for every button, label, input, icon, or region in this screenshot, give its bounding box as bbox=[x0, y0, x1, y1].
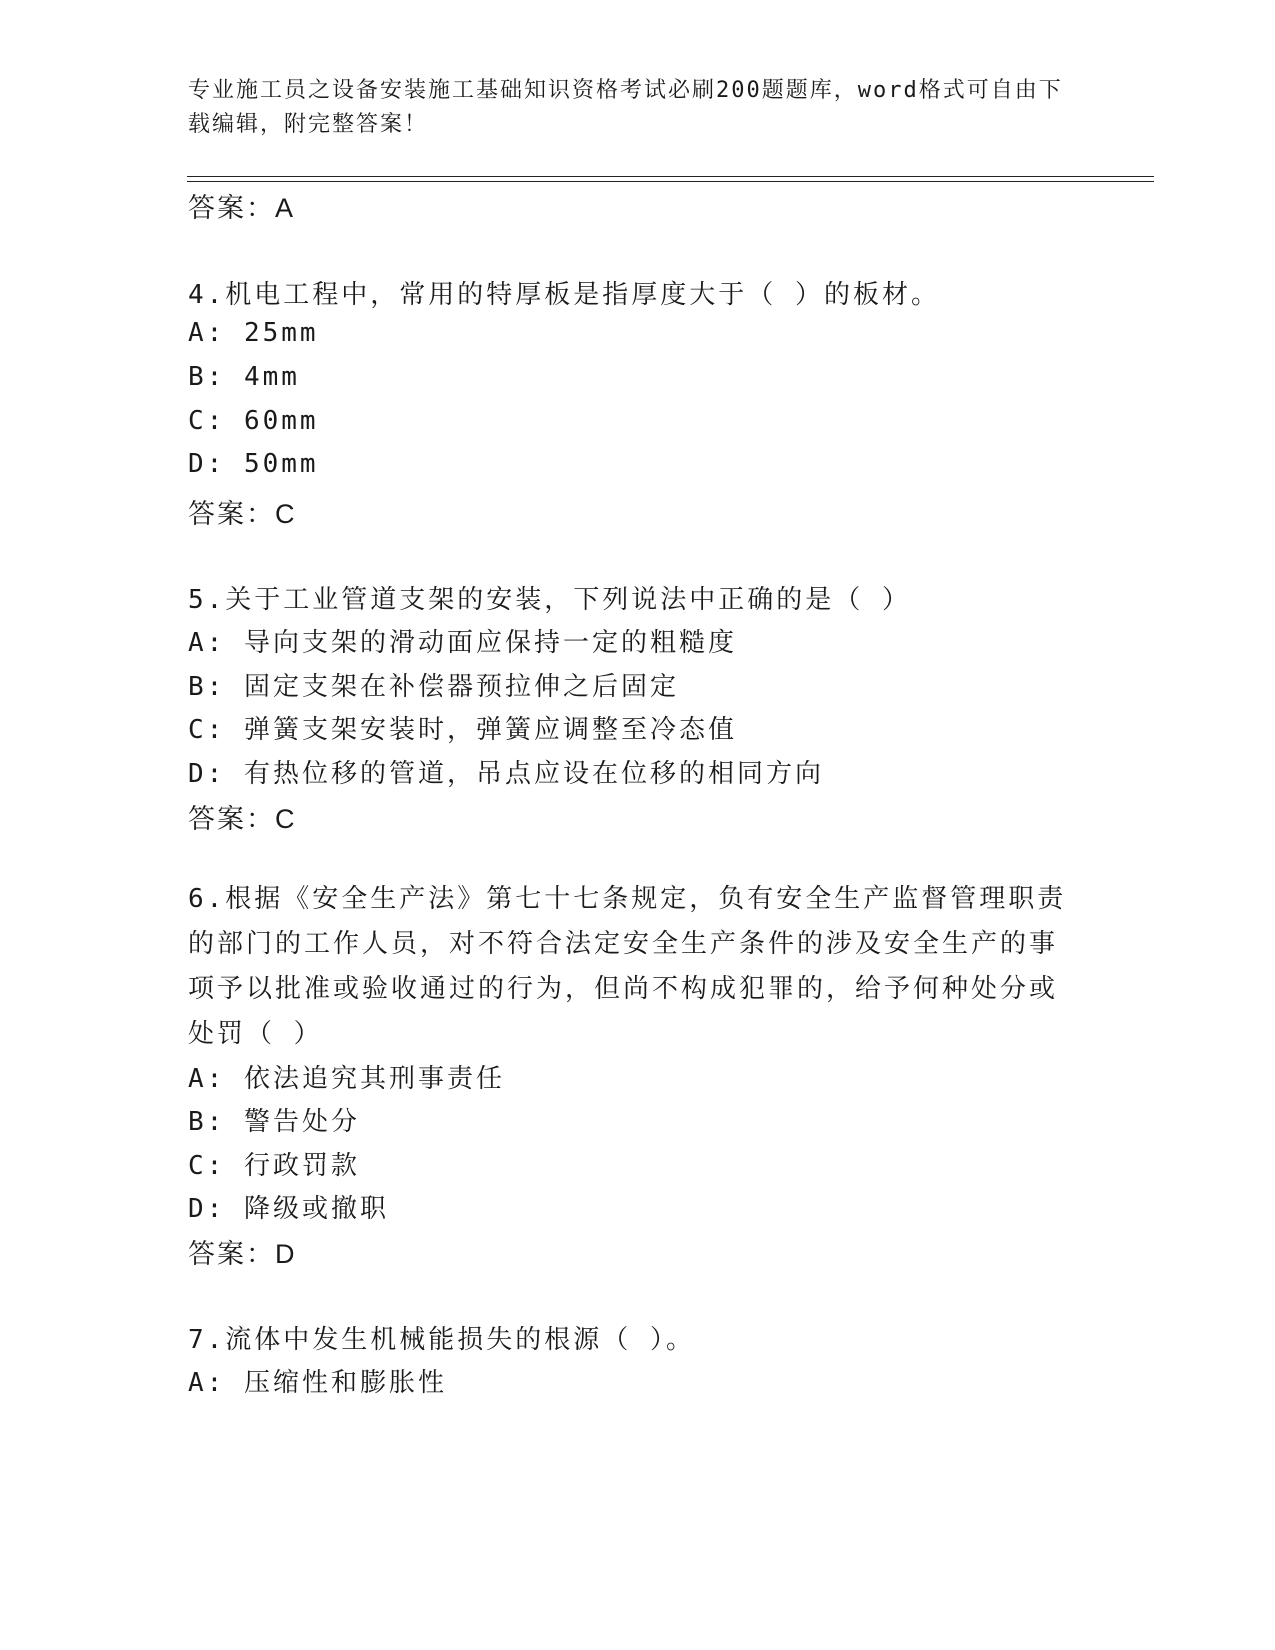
option-a: A: 25mm bbox=[188, 318, 319, 348]
option-c: C: 行政罚款 bbox=[188, 1151, 360, 1181]
option-b: B: 固定支架在补偿器预拉伸之后固定 bbox=[188, 672, 679, 702]
answer-label: 答案：C bbox=[188, 804, 297, 834]
header-rule-bottom bbox=[187, 181, 1154, 182]
answer-label: 答案：A bbox=[188, 193, 296, 223]
option-c: C: 60mm bbox=[188, 406, 319, 436]
header-rule-top bbox=[187, 176, 1154, 177]
option-b: B: 警告处分 bbox=[188, 1107, 360, 1137]
option-d: D: 有热位移的管道，吊点应设在位移的相同方向 bbox=[188, 759, 824, 789]
option-c: C: 弹簧支架安装时，弹簧应调整至冷态值 bbox=[188, 715, 737, 745]
question-stem: 6.根据《安全生产法》第七十七条规定，负有安全生产监督管理职责的部门的工作人员，对不符合法定安全生产条件的涉及安全生产的事项予以批准或验收通过的行为，但尚不构成犯罪的，给予何种处分或处罚（ ） bbox=[188, 884, 1067, 1049]
option-a: A: 压缩性和膨胀性 bbox=[188, 1368, 447, 1398]
option-d: D: 降级或撤职 bbox=[188, 1194, 389, 1224]
option-a: A: 依法追究其刑事责任 bbox=[188, 1064, 505, 1094]
option-b: B: 4mm bbox=[188, 362, 300, 392]
answer-label: 答案：C bbox=[188, 499, 297, 529]
question-stem: 5.关于工业管道支架的安装，下列说法中正确的是（ ） bbox=[188, 585, 911, 615]
page-header: 专业施工员之设备安装施工基础知识资格考试必刷200题题库，word格式可自由下载编辑，附完整答案！ bbox=[188, 78, 1063, 137]
option-a: A: 导向支架的滑动面应保持一定的粗糙度 bbox=[188, 628, 737, 658]
option-d: D: 50mm bbox=[188, 449, 319, 479]
question-stem: 7.流体中发生机械能损失的根源（ ）。 bbox=[188, 1325, 695, 1355]
answer-label: 答案：D bbox=[188, 1239, 297, 1269]
question-stem: 4.机电工程中，常用的特厚板是指厚度大于（ ）的板材。 bbox=[188, 280, 940, 310]
